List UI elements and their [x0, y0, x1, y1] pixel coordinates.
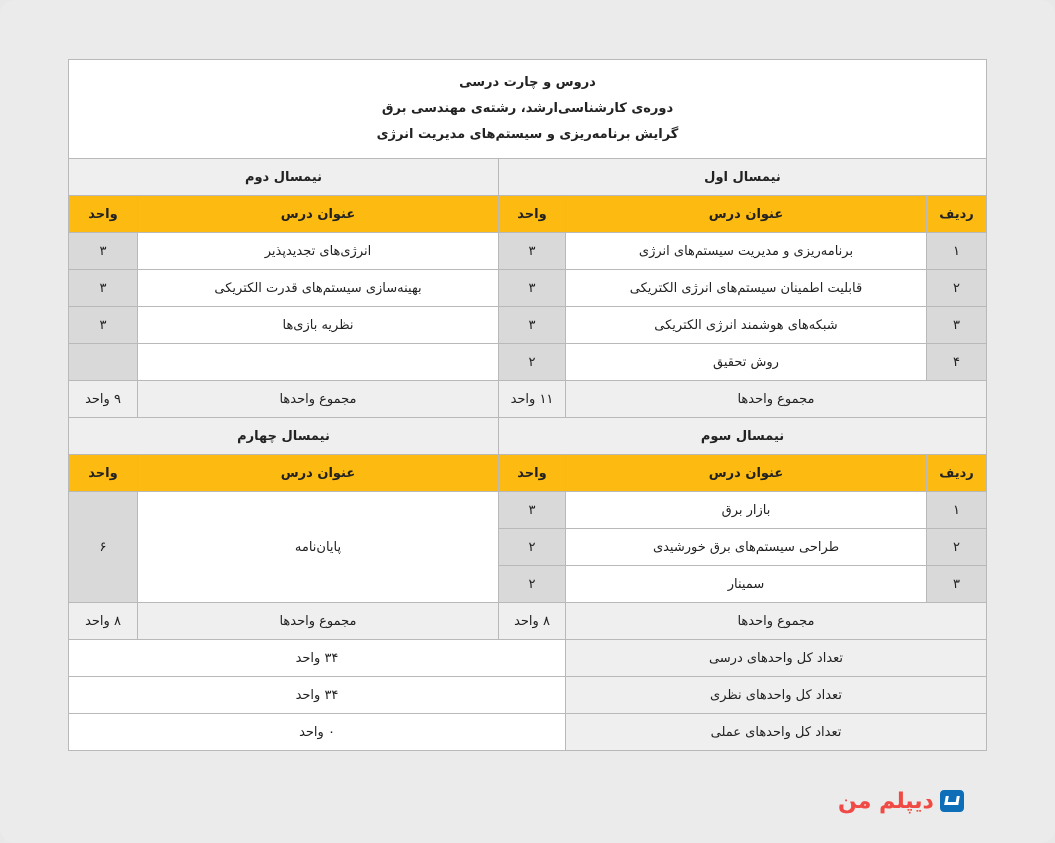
sem2-unit: ۳: [69, 307, 138, 344]
sem4-sum-value: ۸ واحد: [69, 603, 138, 640]
table-row: [69, 344, 987, 381]
sem1-row-no: ۱: [927, 233, 987, 270]
sem3-row-no: ۳: [927, 566, 987, 603]
sem4-course: پایان‌نامه: [138, 492, 499, 603]
sem3-row-no: ۲: [927, 529, 987, 566]
sum-row: [69, 603, 987, 640]
sem1-sum-label: مجموع واحدها: [566, 381, 987, 418]
sem1-unit-header: واحد: [499, 196, 566, 233]
semester-4-title: نیمسال چهارم: [69, 418, 499, 455]
total-value: ۰ واحد: [69, 714, 566, 751]
sem2-unit-empty: [69, 344, 138, 381]
sem2-sum-value: ۹ واحد: [69, 381, 138, 418]
sem2-unit: ۳: [69, 270, 138, 307]
table-row: [69, 270, 987, 307]
sem2-sum-label: مجموع واحدها: [138, 381, 499, 418]
sem2-course-header: عنوان درس: [138, 196, 499, 233]
sem1-row-no: ۲: [927, 270, 987, 307]
total-label: تعداد کل واحدهای نظری: [566, 677, 987, 714]
sem3-row-header: ردیف: [927, 455, 987, 492]
sem2-course-empty: [138, 344, 499, 381]
semester-3-title: نیمسال سوم: [499, 418, 987, 455]
sem1-row-no: ۴: [927, 344, 987, 381]
title-line-1: دروس و چارت درسی: [459, 75, 596, 90]
semester-1-title: نیمسال اول: [499, 159, 987, 196]
sem4-unit-header: واحد: [69, 455, 138, 492]
sem3-sum-value: ۸ واحد: [499, 603, 566, 640]
sem1-unit: ۳: [499, 233, 566, 270]
sem2-unit-header: واحد: [69, 196, 138, 233]
sem1-course: برنامه‌ریزی و مدیریت سیستم‌های انرژی: [566, 233, 927, 270]
table-row: [69, 233, 987, 270]
sem1-row-no: ۳: [927, 307, 987, 344]
sem3-unit: ۲: [499, 529, 566, 566]
sem1-course: شبکه‌های هوشمند انرژی الکتریکی: [566, 307, 927, 344]
sem2-course: انرژی‌های تجدیدپذیر: [138, 233, 499, 270]
diplomaman-logo-icon: [940, 790, 964, 812]
title-line-2: دوره‌ی کارشناسی‌ارشد، رشته‌ی مهندسی برق: [381, 101, 674, 116]
sem1-row-header: ردیف: [927, 196, 987, 233]
sem3-course-header: عنوان درس: [566, 455, 927, 492]
table-row: [69, 492, 987, 529]
course-chart-table: [68, 59, 987, 751]
sem1-course: قابلیت اطمینان سیستم‌های انرژی الکتریکی: [566, 270, 927, 307]
total-value: ۳۴ واحد: [69, 640, 566, 677]
sem3-row-no: ۱: [927, 492, 987, 529]
sem2-course: بهینه‌سازی سیستم‌های قدرت الکتریکی: [138, 270, 499, 307]
title-line-3: گرایش برنامه‌ریزی و سیستم‌های مدیریت انرژی: [376, 127, 679, 142]
sem1-sum-value: ۱۱ واحد: [499, 381, 566, 418]
table-title: [69, 60, 987, 159]
total-row: [69, 677, 987, 714]
sem3-unit: ۳: [499, 492, 566, 529]
sem3-sum-label: مجموع واحدها: [566, 603, 987, 640]
sem4-unit: ۶: [69, 492, 138, 603]
sem2-unit: ۳: [69, 233, 138, 270]
sem4-course-header: عنوان درس: [138, 455, 499, 492]
total-row: [69, 714, 987, 751]
sem1-unit: ۲: [499, 344, 566, 381]
total-label: تعداد کل واحدهای عملی: [566, 714, 987, 751]
sem3-course: بازار برق: [566, 492, 927, 529]
brand-logo: [838, 785, 964, 817]
sem3-unit-header: واحد: [499, 455, 566, 492]
sem1-course-header: عنوان درس: [566, 196, 927, 233]
sem1-course: روش تحقیق: [566, 344, 927, 381]
logo-text: دیپلم من: [838, 788, 934, 814]
sem2-course: نظریه بازی‌ها: [138, 307, 499, 344]
total-label: تعداد کل واحدهای درسی: [566, 640, 987, 677]
sem3-course: سمینار: [566, 566, 927, 603]
table-row: [69, 307, 987, 344]
total-value: ۳۴ واحد: [69, 677, 566, 714]
sem1-unit: ۳: [499, 307, 566, 344]
sem3-course: طراحی سیستم‌های برق خورشیدی: [566, 529, 927, 566]
semester-2-title: نیمسال دوم: [69, 159, 499, 196]
sum-row: [69, 381, 987, 418]
sem1-unit: ۳: [499, 270, 566, 307]
total-row: [69, 640, 987, 677]
sem4-sum-label: مجموع واحدها: [138, 603, 499, 640]
sem3-unit: ۲: [499, 566, 566, 603]
